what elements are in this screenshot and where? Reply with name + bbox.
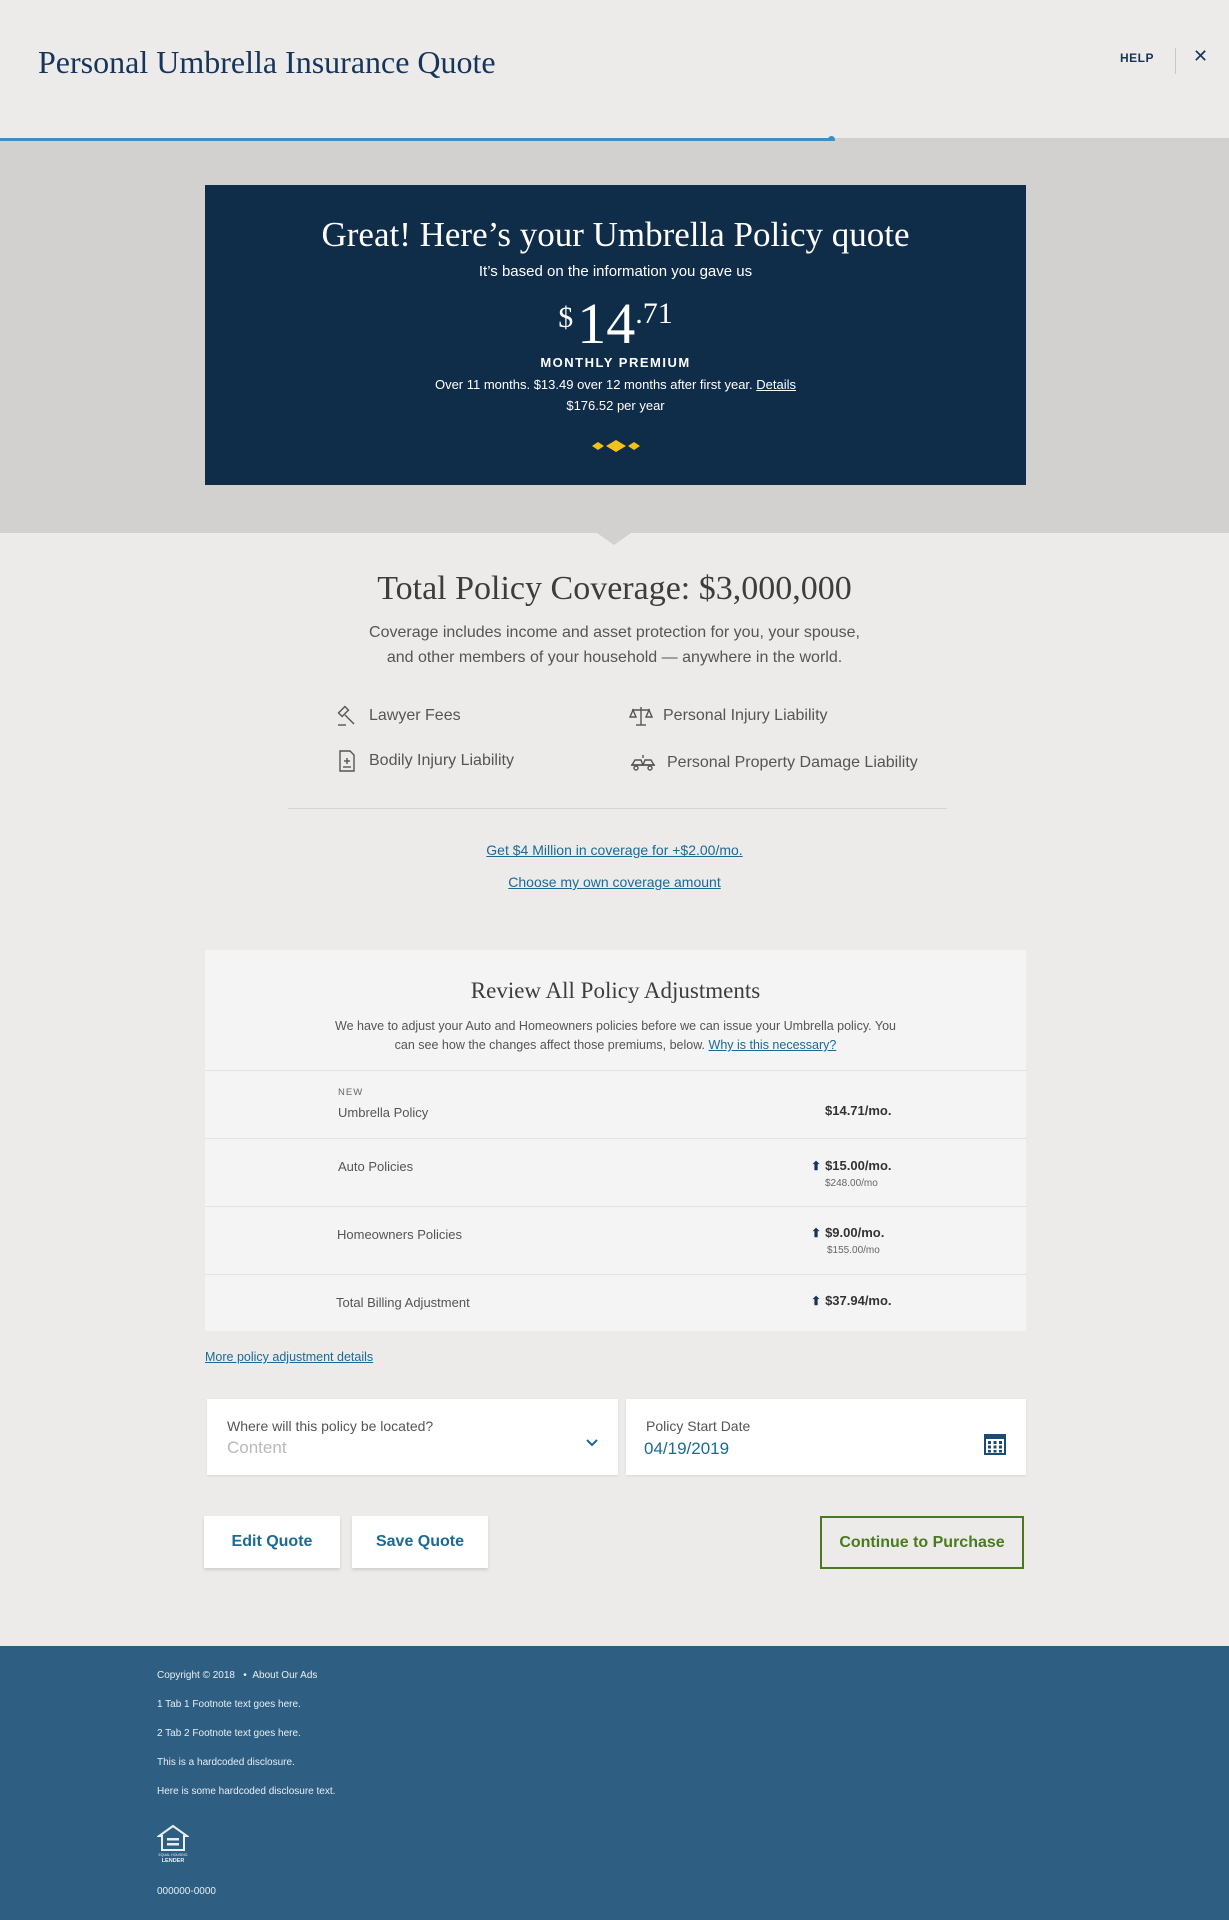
table-row bbox=[205, 1138, 1026, 1206]
continue-to-purchase-button[interactable]: Continue to Purchase bbox=[820, 1516, 1024, 1569]
policy-start-date-field[interactable] bbox=[626, 1399, 1026, 1475]
feature-property-damage bbox=[629, 751, 918, 775]
increase-arrow-icon: ⬆ bbox=[811, 1294, 822, 1308]
custom-coverage-row bbox=[0, 874, 1229, 890]
table-row bbox=[205, 1274, 1026, 1331]
row-value-wrap bbox=[811, 1225, 884, 1240]
why-necessary-link[interactable]: Why is this necessary? bbox=[708, 1038, 837, 1052]
table-row bbox=[205, 1206, 1026, 1274]
coverage-divider bbox=[288, 808, 947, 809]
disclosure-1: This is a hardcoded disclosure. bbox=[157, 1757, 295, 1768]
row-label: Homeowners Policies bbox=[337, 1227, 462, 1242]
start-date-value: 04/19/2019 bbox=[644, 1439, 730, 1458]
review-description bbox=[335, 1017, 896, 1055]
close-icon[interactable]: ✕ bbox=[1193, 46, 1209, 66]
row-value: $15.00/mo. bbox=[825, 1158, 892, 1173]
edit-quote-button[interactable]: Edit Quote bbox=[204, 1516, 340, 1568]
footnote-2: 2 Tab 2 Footnote text goes here. bbox=[157, 1728, 301, 1739]
row-value: $9.00/mo. bbox=[825, 1225, 885, 1240]
increase-arrow-icon: ⬆ bbox=[811, 1159, 822, 1173]
row-value: $37.94/mo. bbox=[825, 1293, 892, 1308]
feature-label: Personal Property Damage Liability bbox=[667, 754, 918, 771]
monthly-price bbox=[205, 291, 1026, 356]
policy-location-select[interactable] bbox=[207, 1399, 618, 1475]
header-divider bbox=[1175, 48, 1176, 74]
quote-card bbox=[205, 185, 1026, 485]
coverage-description bbox=[0, 620, 1229, 670]
start-date-label: Policy Start Date bbox=[646, 1418, 751, 1434]
premium-label: MONTHLY PREMIUM bbox=[540, 355, 691, 370]
premium-note-text: Over 11 months. $13.49 over 12 months after first year. bbox=[434, 377, 753, 392]
feature-label: Lawyer Fees bbox=[369, 707, 461, 724]
review-desc-text: We have to adjust your Auto and Homeowners policies before we can issue your Umbrella policy. You can see how the changes affect those premiums, below. bbox=[335, 1019, 896, 1052]
ehl-text-line: LENDER bbox=[161, 1858, 185, 1864]
row-label: Auto Policies bbox=[338, 1159, 414, 1174]
feature-personal-injury bbox=[629, 704, 828, 728]
custom-coverage-link[interactable]: Choose my own coverage amount bbox=[508, 874, 721, 890]
page-title: Personal Umbrella Insurance Quote bbox=[38, 44, 496, 80]
equal-housing-lender-icon bbox=[157, 1824, 189, 1864]
increase-arrow-icon: ⬆ bbox=[811, 1226, 822, 1240]
footer-copyright-row: Copyright © 2018 • About Our Ads bbox=[157, 1670, 318, 1681]
calendar-icon[interactable] bbox=[984, 1433, 1006, 1455]
new-badge: NEW bbox=[338, 1087, 364, 1098]
row-value: $14.71/mo. bbox=[825, 1103, 892, 1118]
quote-heading: Great! Here’s your Umbrella Policy quote bbox=[321, 215, 910, 254]
row-value-wrap bbox=[811, 1158, 892, 1173]
scales-icon bbox=[629, 704, 653, 728]
premium-note bbox=[205, 377, 1026, 392]
row-label: Total Billing Adjustment bbox=[336, 1295, 470, 1310]
copyright-text: Copyright © 2018 bbox=[157, 1670, 235, 1681]
more-adjustment-details-link[interactable]: More policy adjustment details bbox=[205, 1350, 374, 1364]
footer-code: 000000-0000 bbox=[157, 1886, 216, 1897]
about-our-ads-link[interactable]: About Our Ads bbox=[252, 1670, 318, 1681]
more-details-row bbox=[205, 1350, 373, 1364]
price-dollars: 14 bbox=[577, 291, 636, 356]
ehl-text-line: EQUAL HOUSING bbox=[158, 1853, 188, 1857]
table-row bbox=[205, 1070, 1026, 1138]
policy-adjustments-panel bbox=[205, 950, 1026, 1331]
footnote-1: 1 Tab 1 Footnote text goes here. bbox=[157, 1699, 301, 1710]
coverage-desc-line: and other members of your household — anywhere in the world. bbox=[386, 649, 843, 666]
upgrade-coverage-link[interactable]: Get $4 Million in coverage for +$2.00/mo. bbox=[486, 842, 743, 858]
gavel-icon bbox=[335, 704, 359, 728]
location-placeholder: Content bbox=[227, 1438, 287, 1457]
row-label: Umbrella Policy bbox=[338, 1105, 429, 1120]
location-label: Where will this policy be located? bbox=[227, 1418, 434, 1434]
row-subvalue: $155.00/mo bbox=[827, 1245, 880, 1256]
feature-label: Bodily Injury Liability bbox=[369, 752, 514, 769]
save-quote-button[interactable]: Save Quote bbox=[352, 1516, 488, 1568]
disclosure-2: Here is some hardcoded disclosure text. bbox=[157, 1786, 336, 1797]
feature-lawyer-fees bbox=[335, 704, 461, 728]
details-link[interactable]: Details bbox=[756, 377, 797, 392]
yearly-price: $176.52 per year bbox=[566, 398, 665, 413]
car-crash-icon bbox=[629, 751, 657, 775]
band-pointer bbox=[597, 533, 631, 545]
review-title: Review All Policy Adjustments bbox=[470, 978, 761, 1003]
feature-bodily-injury bbox=[335, 749, 514, 773]
chevron-down-icon bbox=[586, 1439, 598, 1447]
help-link[interactable]: HELP bbox=[1120, 51, 1155, 65]
price-cents: .71 bbox=[635, 297, 673, 330]
quote-subheading: It’s based on the information you gave us bbox=[478, 263, 753, 280]
price-currency: $ bbox=[558, 301, 574, 334]
top-bar bbox=[0, 0, 1229, 140]
footer bbox=[0, 1646, 1229, 1920]
row-value-wrap bbox=[811, 1293, 892, 1308]
row-subvalue: $248.00/mo bbox=[825, 1178, 878, 1189]
diamond-ornament-icon bbox=[591, 440, 641, 452]
coverage-title: Total Policy Coverage: $3,000,000 bbox=[377, 570, 852, 607]
coverage-desc-line: Coverage includes income and asset protection for you, your spouse, bbox=[369, 624, 860, 641]
upgrade-coverage-row bbox=[0, 842, 1229, 858]
feature-label: Personal Injury Liability bbox=[663, 707, 828, 724]
medical-document-icon bbox=[335, 749, 359, 773]
